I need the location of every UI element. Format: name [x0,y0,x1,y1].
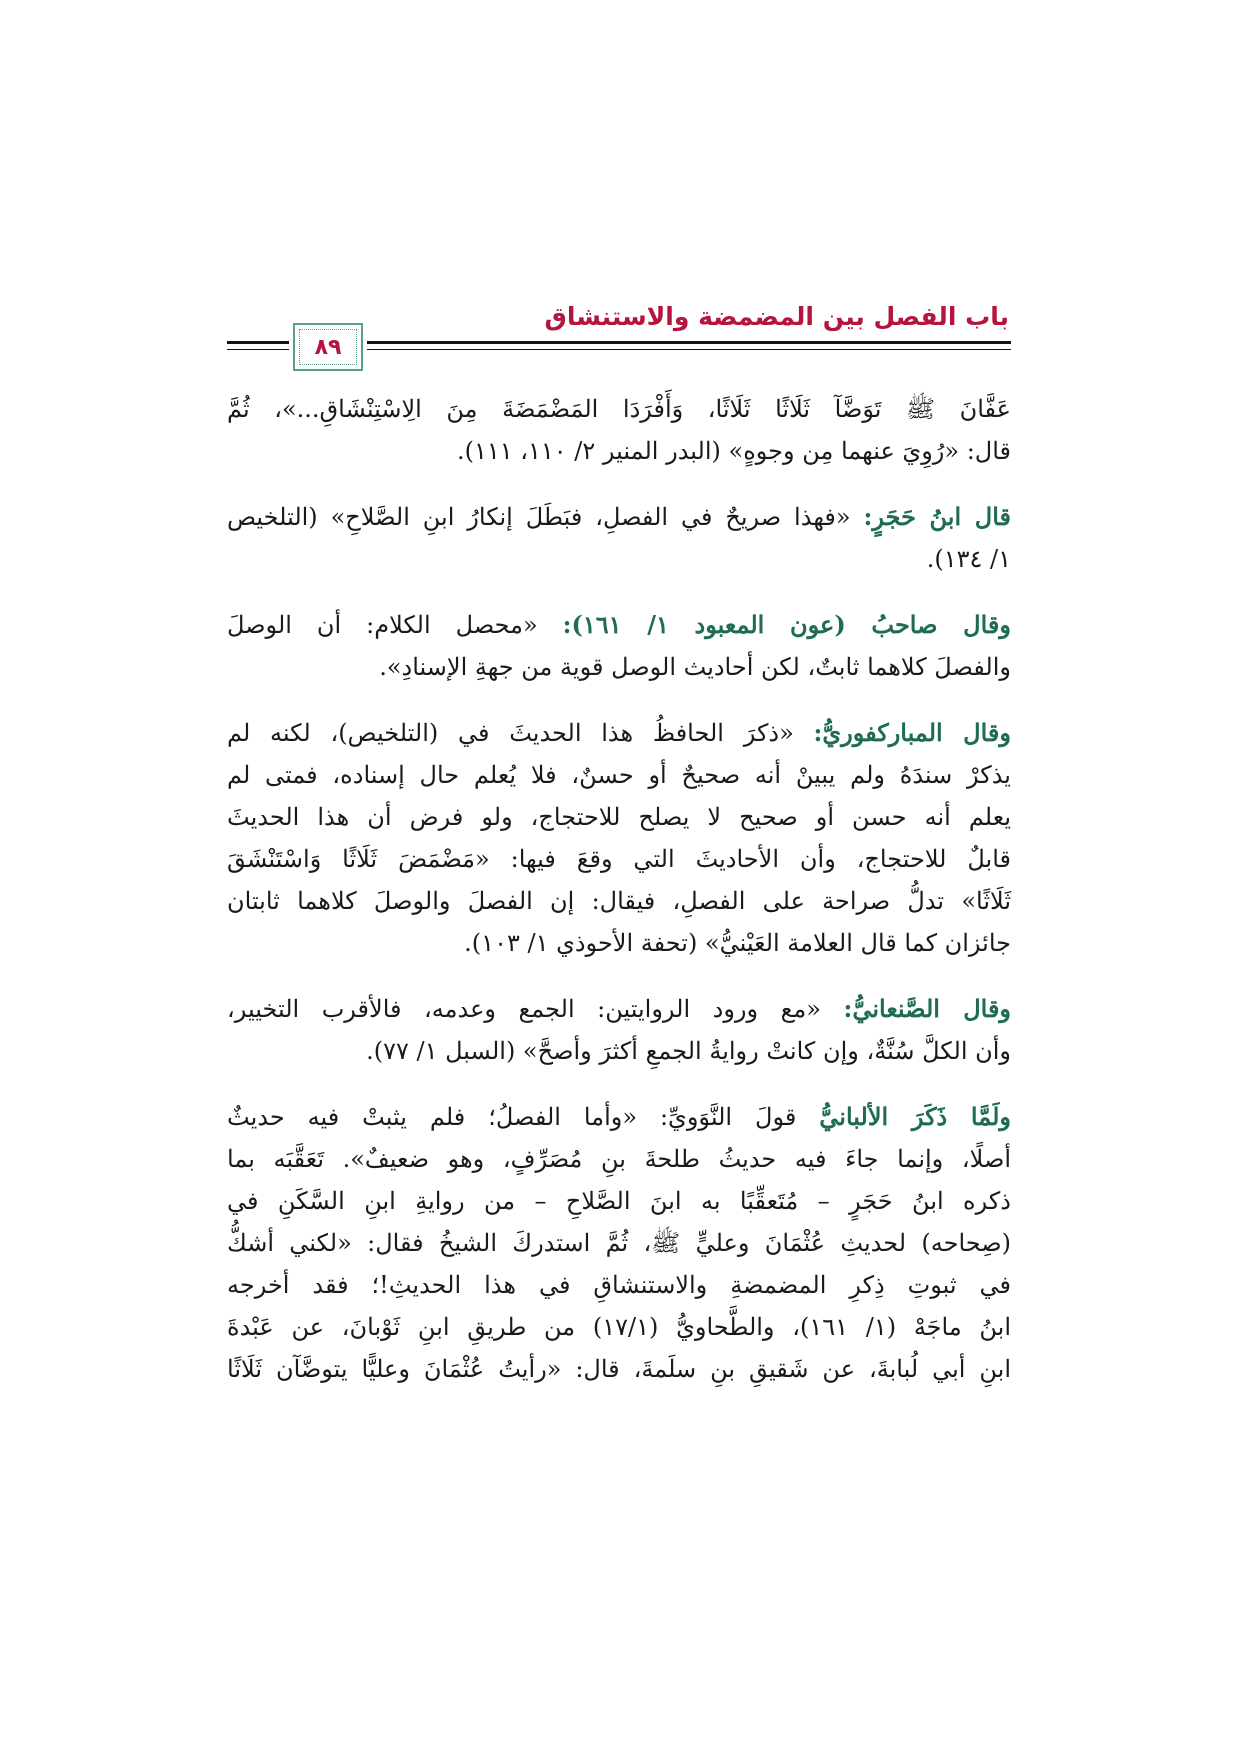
text-line: ذكره ابنُ حَجَرٍ – مُتَعقِّبًا به ابنَ الصَّلاحِ – من روايةِ ابنِ السَّكَنِ في [227,1187,1011,1215]
speaker-label: وقال الصَّنعانيُّ: [843,994,1012,1023]
text-line: «فهذا صريحٌ في الفصلِ، فبَطَلَ إنكارُ ابنِ الصَّلاحِ» (التلخيص [227,503,851,531]
page-number: ٨٩ [314,334,342,360]
text-line: ابنِ أبي لُبابةَ، عن شَقيقِ بنِ سلَمةَ، قال: «رأيتُ عُثْمَانَ وعليًّا يتوضَّآن ثَلَاثًا [227,1355,1011,1383]
text-line: أصلًا، وإنما جاءَ فيه حديثُ طلحةَ بنِ مُصَرِّفٍ، وهو ضعيفٌ». تَعَقَّبَه بما [227,1145,1011,1173]
speaker-label: قال ابنُ حَجَرٍ: [863,502,1012,531]
paragraph-1 [227,496,1011,580]
text-line: قال: «رُوِيَ عنهما مِن وجوهٍ» (البدر المنير ٢/ ١١٠، ١١١). [456,437,1011,465]
speaker-label: وقال صاحبُ (عون المعبود ١/ ١٦١): [562,610,1011,639]
text-line: ١/ ١٣٤). [926,545,1011,573]
paragraph-2 [227,604,1011,688]
text-line: عَفَّانَ ﷺ تَوَضَّآ ثَلَاثًا ثَلَاثًا، وَأَفْرَدَا المَضْمَضَةَ مِنَ الِاسْتِنْشَاقِ...»، ثُمَّ [227,395,1011,423]
text-line: قابلٌ للاحتجاج، وأن الأحاديثَ التي وقعَ فيها: «مَضْمَضَ ثَلَاثًا وَاسْتَنْشَقَ [227,845,1011,873]
speaker-label: ولَمَّا ذَكَرَ الألبانيُّ [819,1102,1011,1131]
text-line: قولَ النَّوَويِّ: «وأما الفصلُ؛ فلم يثبتْ فيه حديثٌ [227,1103,797,1131]
text-line: «محصل الكلام: أن الوصلَ [227,611,538,639]
paragraph-0 [227,388,1011,472]
paragraph-3 [227,712,1011,964]
text-line: (صِحاحه) لحديثِ عُثْمَانَ وعليٍّ ﷺ، ثُمَّ استدركَ الشيخُ فقال: «لكني أشكُّ [227,1229,1011,1257]
text-line: وأن الكلَّ سُنَّةٌ، وإن كانتْ روايةُ الجمعِ أكثرَ وأصحَّ» (السبل ١/ ٧٧). [366,1037,1011,1065]
text-line: ابنُ ماجَهْ (١/ ١٦١)، والطَّحاويُّ (١٧/١) من طريقِ ابنِ ثَوْبانَ، عن عَبْدةَ [227,1313,1012,1341]
header-rule-right-thin [367,349,1011,350]
chapter-title: باب الفصل بين المضمضة والاستنشاق [544,302,1009,331]
speaker-label: وقال المباركفوريُّ: [813,718,1011,747]
header-rule-left [227,341,289,344]
text-line: ثَلَاثًا» تدلُّ صراحة على الفصلِ، فيقال: إن الفصلَ والوصلَ كلاهما ثابتان [227,887,1011,915]
header-rule-left-thin [227,349,289,350]
text-line: يذكرْ سندَهُ ولم يبينْ أنه صحيحٌ أو حسنٌ، فلا يُعلم حال إسناده، فمتى لم [227,761,1011,789]
paragraph-5 [227,1096,1011,1390]
header-rule-right [367,341,1011,344]
page-body [227,388,1011,1402]
text-line: في ثبوتِ ذِكرِ المضمضةِ والاستنشاقِ في هذا الحديثِ!؛ فقد أخرجه [227,1271,1011,1299]
text-line: جائزان كما قال العلامة العَيْنيُّ» (تحفة الأحوذي ١/ ١٠٣). [464,929,1011,957]
page-number-badge [293,323,363,371]
text-line: والفصلَ كلاهما ثابتٌ، لكن أحاديث الوصل قوية من جهةِ الإسنادِ». [379,653,1011,681]
text-line: «مع ورود الروايتين: الجمع وعدمه، فالأقرب التخيير، [227,995,821,1023]
paragraph-4 [227,988,1011,1072]
text-line: «ذكرَ الحافظُ هذا الحديثَ في (التلخيص)، لكنه لم [227,719,794,747]
text-line: يعلم أنه حسن أو صحيح لا يصلح للاحتجاج، ولو فرض أن هذا الحديثَ [227,803,1011,831]
